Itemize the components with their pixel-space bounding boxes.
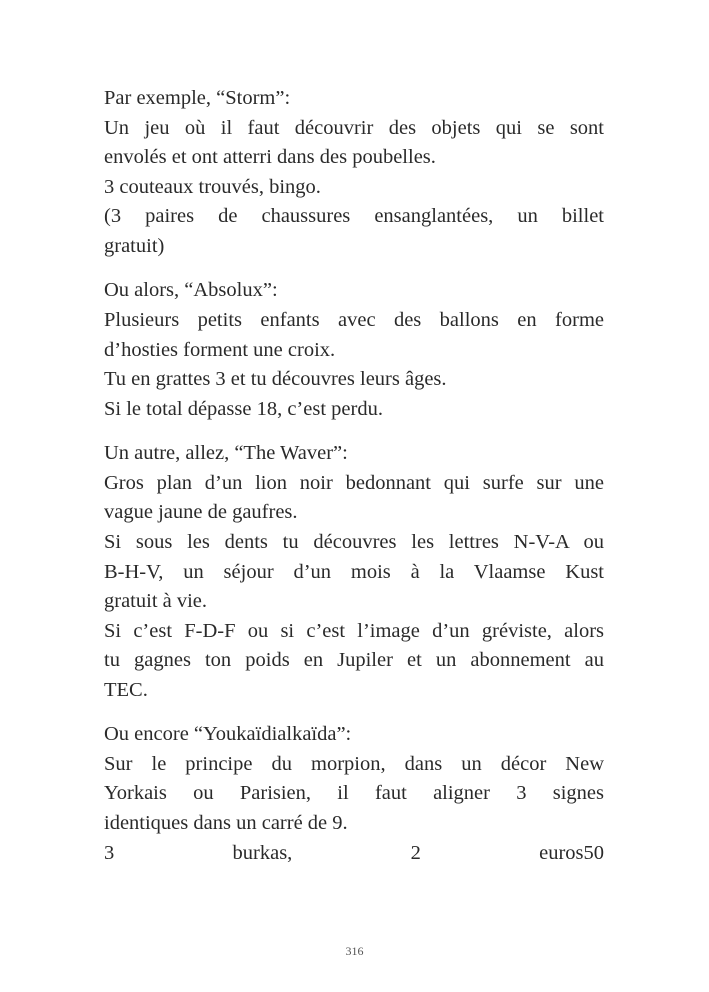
paragraph xyxy=(104,439,604,705)
text-line: Gros plan d’un lion noir bedonnant qui surfe sur une xyxy=(104,471,604,494)
text-line: 3 couteaux trouvés, bingo. xyxy=(104,175,321,198)
text-line: B-H-V, un séjour d’un mois à la Vlaamse Kust xyxy=(104,560,604,583)
paragraph xyxy=(104,84,604,262)
page-body-text xyxy=(104,84,604,868)
text-line: Plusieurs petits enfants avec des ballons en forme xyxy=(104,308,604,331)
text-line: Ou alors, “Absolux”: xyxy=(104,279,278,302)
page-number: 316 xyxy=(345,944,364,958)
text-line: Un autre, allez, “The Waver”: xyxy=(104,442,348,465)
text-line: envolés et ont atterri dans des poubelles. xyxy=(104,146,436,169)
text-line: Si sous les dents tu découvres les lettres N-V-A ou xyxy=(104,530,604,553)
text-line: Un jeu où il faut découvrir des objets qui se sont xyxy=(104,116,604,139)
text-line: Ou encore “Youkaïdialkaïda”: xyxy=(104,723,352,746)
text-line: Tu en grattes 3 et tu découvres leurs âges. xyxy=(104,368,447,391)
text-line: Si le total dépasse 18, c’est perdu. xyxy=(104,397,383,420)
text-line: tu gagnes ton poids en Jupiler et un abonnement au xyxy=(104,649,604,672)
text-line: Par exemple, “Storm”: xyxy=(104,87,291,109)
text-line: 3 burkas, 2 euros50 xyxy=(104,841,604,864)
paragraph xyxy=(104,720,604,868)
text-line: Si c’est F-D-F ou si c’est l’image d’un gréviste, alors xyxy=(104,619,604,642)
text-line: (3 paires de chaussures ensanglantées, un billet xyxy=(104,205,604,228)
paragraph xyxy=(104,276,604,424)
text-line: Yorkais ou Parisien, il faut aligner 3 signes xyxy=(104,782,604,805)
text-line: gratuit à vie. xyxy=(104,590,208,613)
text-line: vague jaune de gaufres. xyxy=(104,501,298,524)
text-line: Sur le principe du morpion, dans un décor New xyxy=(104,752,604,775)
text-line: identiques dans un carré de 9. xyxy=(104,812,348,835)
text-line: TEC. xyxy=(104,678,148,701)
text-line: d’hosties forment une croix. xyxy=(104,338,336,361)
text-line: gratuit) xyxy=(104,234,165,257)
